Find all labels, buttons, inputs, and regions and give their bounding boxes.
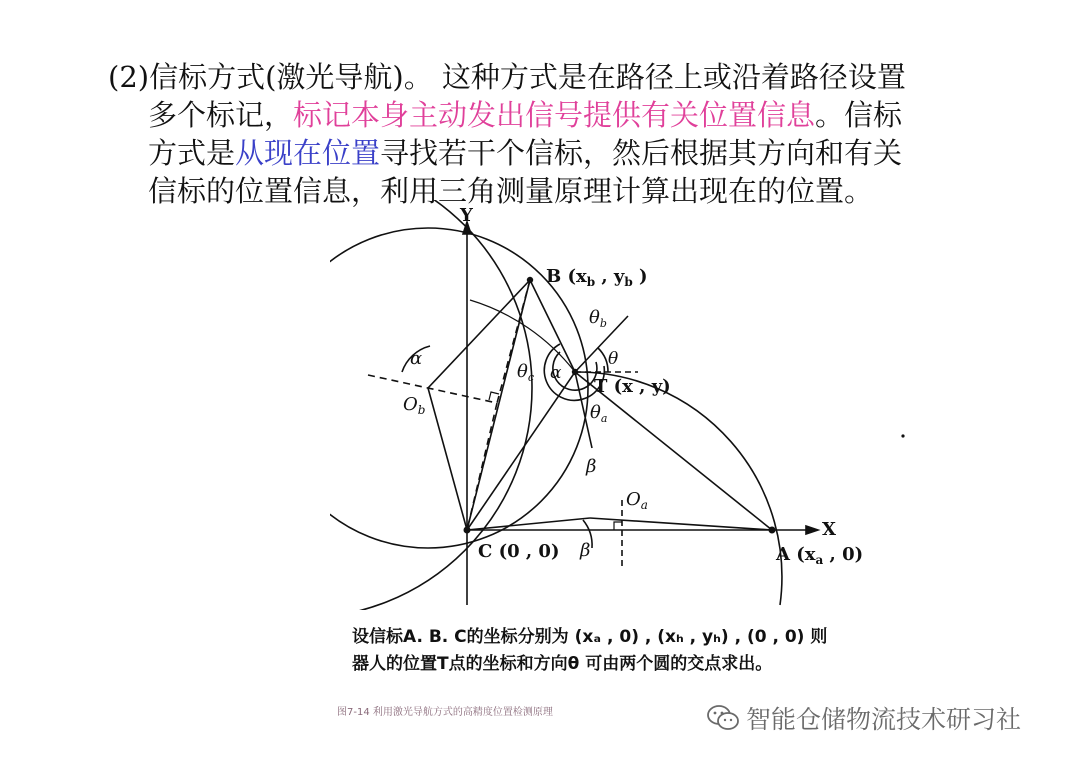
point-b-text: B (x	[546, 266, 587, 287]
theta-a-subscript: a	[600, 412, 608, 425]
diagram-caption	[352, 624, 827, 678]
wechat-icon	[706, 704, 740, 732]
paragraph-line-1: (2)信标方式(激光导航)。 这种方式是在路径上或沿着路径设置	[108, 60, 906, 94]
watermark	[706, 700, 1021, 736]
alpha-label-left: α	[410, 348, 423, 369]
x-axis-label: X	[822, 519, 836, 540]
x-axis-arrow-icon	[806, 526, 818, 534]
paragraph-line-4: 信标的位置信息，利用三角测量原理计算出现在的位置。	[148, 174, 874, 208]
circle-right-arc	[575, 372, 782, 605]
theta-a-label	[590, 402, 607, 425]
beta-label-t: β	[586, 456, 597, 477]
point-b	[527, 277, 533, 283]
theta-a-text: θ	[590, 402, 601, 423]
figure-caption: 图7-14 利用激光导航方式的高精度位置检测原理	[337, 707, 553, 718]
theta-b-text: θ	[589, 307, 600, 328]
paragraph-text: 方式是	[148, 136, 236, 170]
ob-text: O	[403, 394, 418, 415]
ob-subscript: b	[417, 403, 426, 417]
dashed-ob-left	[368, 375, 497, 403]
ob-label	[403, 394, 425, 417]
paragraph-text: 。信标	[815, 98, 903, 132]
theta-c-text: θ	[517, 361, 528, 382]
theta-label: θ	[608, 349, 619, 369]
oa-label	[626, 489, 648, 512]
line-oa-a	[590, 518, 772, 530]
line-c-oa	[467, 518, 590, 530]
theta-c-subscript: c	[527, 371, 535, 384]
point-a	[769, 527, 776, 534]
beta-label-bottom: β	[580, 540, 591, 561]
point-c-label: C (0 , 0)	[478, 541, 560, 562]
stray-dot	[901, 434, 904, 437]
line-ob-b	[428, 280, 530, 388]
theta-arc	[598, 348, 608, 372]
point-a-subscript: a	[815, 553, 824, 567]
circle-outer-left	[72, 158, 535, 618]
point-b-subscript: b	[586, 275, 596, 289]
caption-line-2: 器人的位置T点的坐标和方向θ 可由两个圆的交点求出。	[352, 654, 773, 674]
point-b-text: , y	[595, 266, 625, 287]
theta-b-label	[589, 307, 607, 330]
highlight-blue-text: 从现在位置	[235, 136, 381, 170]
caption-line-1: 设信标A. B. C的坐标分别为 (xₐ , 0) , (xₕ , yₕ) , (0 , 0) 则	[352, 627, 828, 647]
point-c	[464, 527, 471, 534]
point-t	[572, 369, 578, 375]
theta-b-subscript: b	[599, 317, 607, 330]
oa-text: O	[626, 489, 641, 510]
dashed-foot-c	[467, 403, 497, 530]
point-a-text: , 0)	[823, 544, 864, 565]
point-a-label	[775, 544, 863, 567]
y-axis-label: Y	[460, 205, 473, 226]
line-ob-c	[428, 388, 467, 530]
watermark-text: 智能仓储物流技术研习社	[746, 705, 1022, 734]
point-b-label	[546, 266, 648, 289]
oa-subscript: a	[640, 498, 648, 512]
right-angle-mark	[614, 522, 622, 530]
line-bt	[530, 280, 575, 372]
highlight-pink-text: 标记本身主动发出信号提供有关位置信息	[293, 98, 816, 132]
point-b-subscript: b	[624, 275, 633, 289]
point-t-label: T (x , y)	[594, 376, 671, 397]
point-a-text: A (x	[776, 544, 816, 565]
point-b-text: )	[632, 266, 648, 287]
paragraph-text: 多个标记，	[148, 98, 294, 132]
alpha-label-t: α	[550, 363, 562, 383]
paragraph-text: 寻找若干个信标，然后根据其方向和有关	[380, 136, 903, 170]
